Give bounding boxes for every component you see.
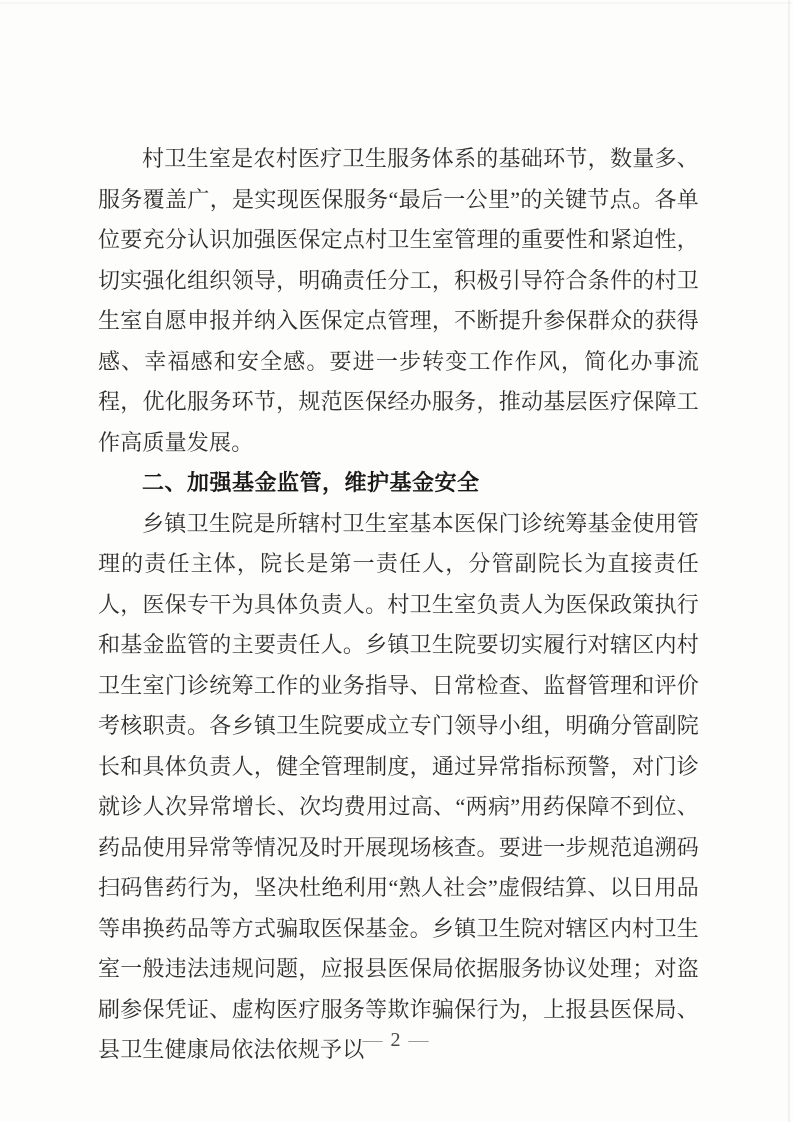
paragraph-fund-supervision-details: 乡镇卫生院是所辖村卫生室基本医保门诊统筹基金使用管理的责任主体，院长是第一责任人，分管副院长为直接责任人，医保专干为具体负责人。村卫生室负责人为医保政策执行和基金监管的主要责任人。乡镇卫生院要切实履行对辖区内村卫生室门诊统筹工作的业务指导、日常检查、监督管理和评价考核职责。各乡镇卫生院要成立专门领导小组，明确分管副院长和具体负责人，健全管理制度，通过异常指标预警，对门诊就诊人次异常增长、次均费用过高、“两病”用药保障不到位、药品使用异常等情况及时开展现场核查。要进一步规范追溯码扫码售药行为，坚决杜绝利用“熟人社会”虚假结算、以日用品等串换药品等方式骗取医保基金。乡镇卫生院对辖区内村卫生室一般违法违规问题，应报县医保局依据服务协议处理；对盗刷参保凭证、虚构医疗服务等欺诈骗保行为，上报县医保局、县卫生健康局依法依规予以 (98, 510, 699, 1062)
footer-right-dash: — (408, 1029, 431, 1051)
section-heading-fund-supervision: 二、加强基金监管，维护基金安全 (142, 470, 480, 495)
scan-artifact-right-edge (788, 0, 790, 1122)
scan-artifact-top-edge (0, 2, 793, 4)
paragraph-intro-village-clinics: 村卫生室是农村医疗卫生服务体系的基础环节，数量多、服务覆盖广，是实现医保服务“最后一公里”的关键节点。各单位要充分认识加强医保定点村卫生室管理的重要性和紧迫性，切实强化组织领导，明确责任分工，积极引导符合条件的村卫生室自愿申报并纳入医保定点管理，不断提升参保群众的获得感、幸福感和安全感。要进一步转变工作作风，简化办事流程，优化服务环节，规范医保经办服务，推动基层医疗保障工作高质量发展。 (98, 146, 699, 455)
page-number: 2 (390, 1029, 403, 1051)
footer-left-dash: — (362, 1029, 385, 1051)
document-body (98, 139, 699, 1071)
page-footer (0, 1027, 793, 1053)
